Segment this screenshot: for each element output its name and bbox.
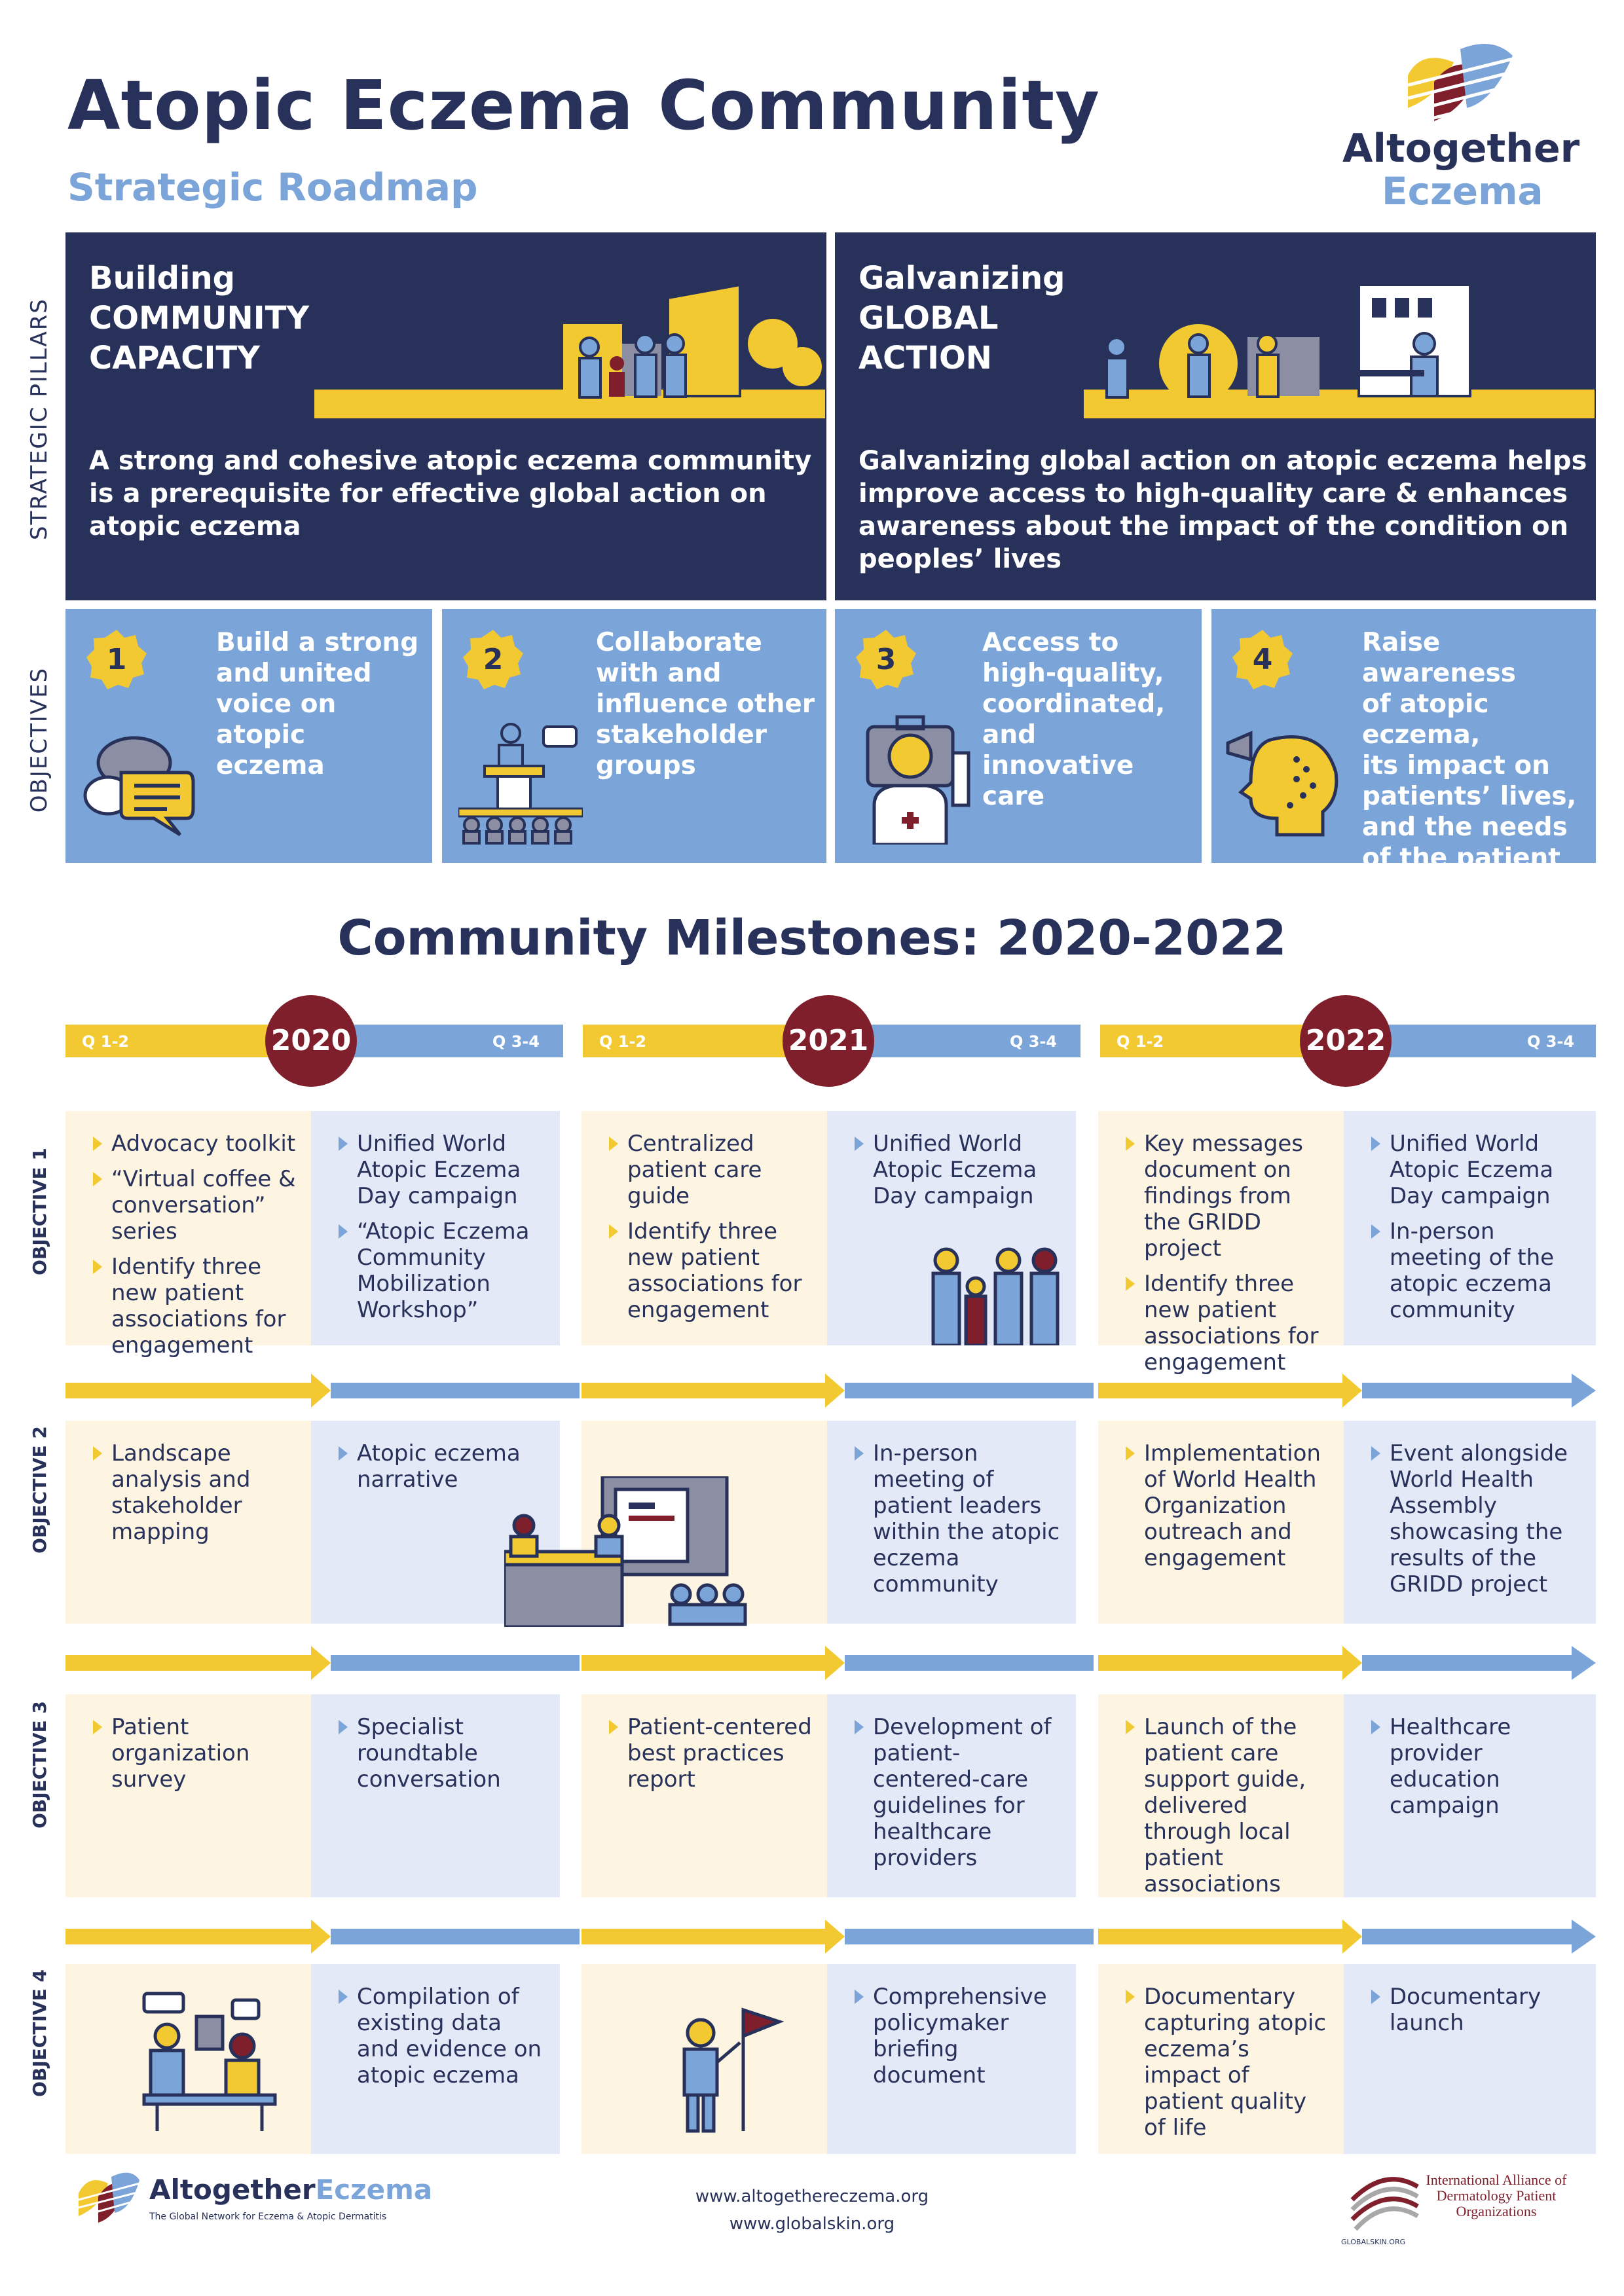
year-label: 2020 [270, 1024, 352, 1057]
iadpo-line: Dermatology Patient [1436, 2187, 1557, 2204]
person-with-flag-illustration [668, 2003, 799, 2134]
year-label: 2022 [1305, 1024, 1386, 1057]
objective-line: with and [596, 659, 722, 688]
milestone-item: In-person meeting of patient leaders within the atopic eczema community [853, 1440, 1063, 1597]
year-badge-2022 [1300, 995, 1392, 1087]
pillar-description-line: awareness about the impact of the condition on [858, 511, 1569, 541]
footer-logo-eczema: Eczema [315, 2174, 433, 2206]
objective-line: and united [216, 659, 372, 688]
objective-number: 3 [876, 643, 896, 676]
milestone-cell [1098, 1111, 1344, 1376]
milestone-cell [1344, 1421, 1596, 1624]
footer-logo-altogether: Altogether [149, 2174, 316, 2206]
pillar-description-line: A strong and cohesive atopic eczema community [89, 446, 812, 476]
quarter-label: Q 3-4 [492, 1032, 540, 1051]
milestone-cell [827, 1694, 1076, 1897]
milestone-item: Launch of the patient care support guide, delivered through local patient associations [1124, 1714, 1331, 1897]
milestone-item: Documentary launch [1370, 1984, 1583, 2036]
objective-number-badge [855, 629, 917, 691]
milestone-item: Key messages document on findings from the GRIDD project [1124, 1131, 1331, 1262]
quarter-label: Q 3-4 [1527, 1032, 1575, 1051]
milestone-item: Specialist roundtable conversation [337, 1714, 547, 1793]
objective-line: stakeholder [596, 720, 767, 750]
objective-line: influence other [596, 689, 815, 719]
milestone-cell [1344, 1694, 1596, 1897]
pillar-title-line: COMMUNITY [89, 300, 310, 337]
leaf-logo-icon [1395, 36, 1519, 128]
objective-number: 1 [106, 643, 127, 676]
pillar-title-line: Building [89, 260, 236, 297]
milestone-item: Landscape analysis and stakeholder mapping [92, 1440, 298, 1545]
milestone-cell [1098, 1964, 1344, 2154]
milestone-item: Healthcare provider education campaign [1370, 1714, 1583, 1819]
objective-number-badge [462, 629, 525, 691]
footer-url-globalskin[interactable]: www.globalskin.org [729, 2214, 895, 2234]
milestone-cell [65, 1421, 311, 1624]
objective-line: Access to [982, 628, 1119, 657]
head-megaphone-icon [1225, 720, 1356, 838]
progress-arrow-row [65, 1643, 1596, 1683]
footer-logo-tagline: The Global Network for Eczema & Atopic Dermatitis [149, 2212, 387, 2222]
milestone-cell [311, 1694, 560, 1897]
year-badge-2021 [783, 995, 874, 1087]
milestone-item: Compilation of existing data and evidence on atopic eczema [337, 1984, 547, 2088]
milestone-item: Event alongside World Health Assembly showcasing the results of the GRIDD project [1370, 1440, 1583, 1597]
pillar-description-line: improve access to high-quality care & enhances [858, 479, 1568, 509]
objective-line: Collaborate [596, 628, 762, 657]
milestone-item: Atopic eczema narrative [337, 1440, 547, 1493]
pillar-description-line: Galvanizing global action on atopic eczema helps [858, 446, 1587, 476]
objective-line: voice on atopic [216, 689, 337, 750]
quarter-label: Q 3-4 [1010, 1032, 1058, 1051]
iadpo-logo-icon [1346, 2160, 1424, 2239]
milestone-item: Unified World Atopic Eczema Day campaign [853, 1131, 1063, 1209]
strategic-pillars-label: STRATEGIC PILLARS [26, 297, 52, 541]
milestone-item: Advocacy toolkit [92, 1131, 298, 1157]
milestone-item: Patient-centered best practices report [608, 1714, 814, 1793]
objective-line: eczema [216, 751, 325, 780]
milestone-item: In-person meeting of the atopic eczema community [1370, 1218, 1583, 1323]
objective-line: and [982, 720, 1036, 750]
milestone-cell [1344, 1964, 1596, 2154]
quarter-label: Q 1-2 [599, 1032, 647, 1051]
milestone-item: Identify three new patient associations for engagement [608, 1218, 814, 1323]
milestone-item: Identify three new patient associations for engagement [92, 1254, 298, 1358]
milestone-cell [1344, 1111, 1596, 1345]
milestone-item: Identify three new patient associations for engagement [1124, 1271, 1331, 1376]
logo-text-eczema: Eczema [1382, 169, 1543, 213]
objective-card-3 [835, 609, 1202, 863]
objective-line: patients’ lives, [1362, 782, 1577, 811]
page-title: Atopic Eczema Community [67, 65, 1100, 145]
pillar-title-line: Galvanizing [858, 260, 1065, 297]
milestone-item: Patient organization survey [92, 1714, 298, 1793]
milestone-cell [827, 1964, 1076, 2154]
objective-card-2 [442, 609, 826, 863]
speaker-audience-icon [458, 714, 583, 845]
milestone-item: “Virtual coffee & conversation” series [92, 1166, 298, 1245]
altogether-eczema-logo [1395, 36, 1519, 128]
objective-row-label: OBJECTIVE 2 [28, 1425, 50, 1554]
objective-line: high-quality, [982, 659, 1164, 688]
page-subtitle: Strategic Roadmap [67, 165, 478, 210]
objectives-label: OBJECTIVES [26, 666, 52, 813]
milestone-cell [1098, 1421, 1344, 1624]
objective-number-badge [1231, 629, 1294, 691]
objective-line: care [982, 782, 1045, 811]
milestone-item: Documentary capturing atopic eczema’s impact of patient quality of life [1124, 1984, 1331, 2141]
milestone-cell [827, 1421, 1076, 1624]
objective-line: of atopic eczema, [1362, 689, 1489, 750]
objective-number-badge [85, 629, 148, 691]
objective-number: 2 [483, 643, 504, 676]
milestone-item: Centralized patient care guide [608, 1131, 814, 1209]
pillar-description-line: atopic eczema [89, 511, 301, 541]
milestone-item: Unified World Atopic Eczema Day campaign [1370, 1131, 1583, 1209]
objective-line: its impact on [1362, 751, 1550, 780]
pillar-title-line: CAPACITY [89, 340, 260, 376]
objective-line: Raise awareness [1362, 628, 1516, 688]
progress-arrow-row [65, 1371, 1596, 1410]
quarter-label: Q 1-2 [82, 1032, 130, 1051]
objective-card-1 [65, 609, 432, 863]
speech-bubbles-icon [82, 720, 200, 838]
meeting-presentation-illustration [504, 1476, 766, 1627]
objective-card-4 [1211, 609, 1596, 903]
progress-arrow-row [65, 1917, 1596, 1956]
milestone-item: Comprehensive policymaker briefing document [853, 1984, 1063, 2088]
objective-line: groups [596, 751, 696, 780]
pillar-description-line: is a prerequisite for effective global action on [89, 479, 767, 509]
milestones-title: Community Milestones: 2020-2022 [337, 910, 1287, 966]
logo-text-altogether: Altogether [1342, 126, 1580, 172]
milestone-item: Development of patient-centered-care guidelines for healthcare providers [853, 1714, 1063, 1871]
footer-url-altogether[interactable]: www.altogethereczema.org [695, 2187, 929, 2206]
milestone-item: Unified World Atopic Eczema Day campaign [337, 1131, 547, 1209]
milestone-cell [1098, 1694, 1344, 1897]
objective-line: innovative [982, 751, 1134, 780]
milestone-cell [65, 1111, 311, 1358]
doctor-icon [855, 714, 979, 845]
pillar-title-line: ACTION [858, 340, 992, 376]
milestone-cell [65, 1694, 311, 1897]
iadpo-small-text: GLOBALSKIN.ORG [1341, 2238, 1406, 2246]
iadpo-line: Organizations [1456, 2203, 1537, 2219]
iadpo-line: International Alliance of [1426, 2172, 1567, 2188]
objective-line: of the patient [1362, 843, 1560, 873]
pillar-community-capacity [65, 232, 826, 600]
quarter-label: Q 1-2 [1116, 1032, 1164, 1051]
team-puzzle-illustration [138, 1990, 282, 2134]
pillar-description-line: peoples’ lives [858, 544, 1062, 574]
year-badge-2020 [265, 995, 357, 1087]
milestone-cell [581, 1111, 827, 1345]
community-illustration [314, 272, 825, 422]
year-label: 2021 [788, 1024, 869, 1057]
milestone-cell [311, 1964, 560, 2154]
pillar-global-action [835, 232, 1596, 600]
objective-row-label: OBJECTIVE 3 [28, 1700, 50, 1829]
family-illustration [920, 1244, 1077, 1345]
milestone-item: “Atopic Eczema Community Mobilization Workshop” [337, 1218, 547, 1323]
milestone-cell [311, 1111, 560, 1345]
objective-line: coordinated, [982, 689, 1166, 719]
global-action-illustration [1084, 272, 1595, 422]
objective-line: and the needs [1362, 812, 1568, 842]
objective-line: community [1362, 874, 1522, 903]
milestone-item: Implementation of World Health Organization outreach and engagement [1124, 1440, 1331, 1571]
objective-row-label: OBJECTIVE 4 [28, 1969, 50, 2097]
objective-row-label: OBJECTIVE 1 [28, 1147, 50, 1275]
iadpo-name [1421, 2172, 1572, 2219]
pillar-title-line: GLOBAL [858, 300, 999, 337]
objective-line: Build a strong [216, 628, 419, 657]
objective-number: 4 [1252, 643, 1273, 676]
milestone-cell [581, 1694, 827, 1897]
